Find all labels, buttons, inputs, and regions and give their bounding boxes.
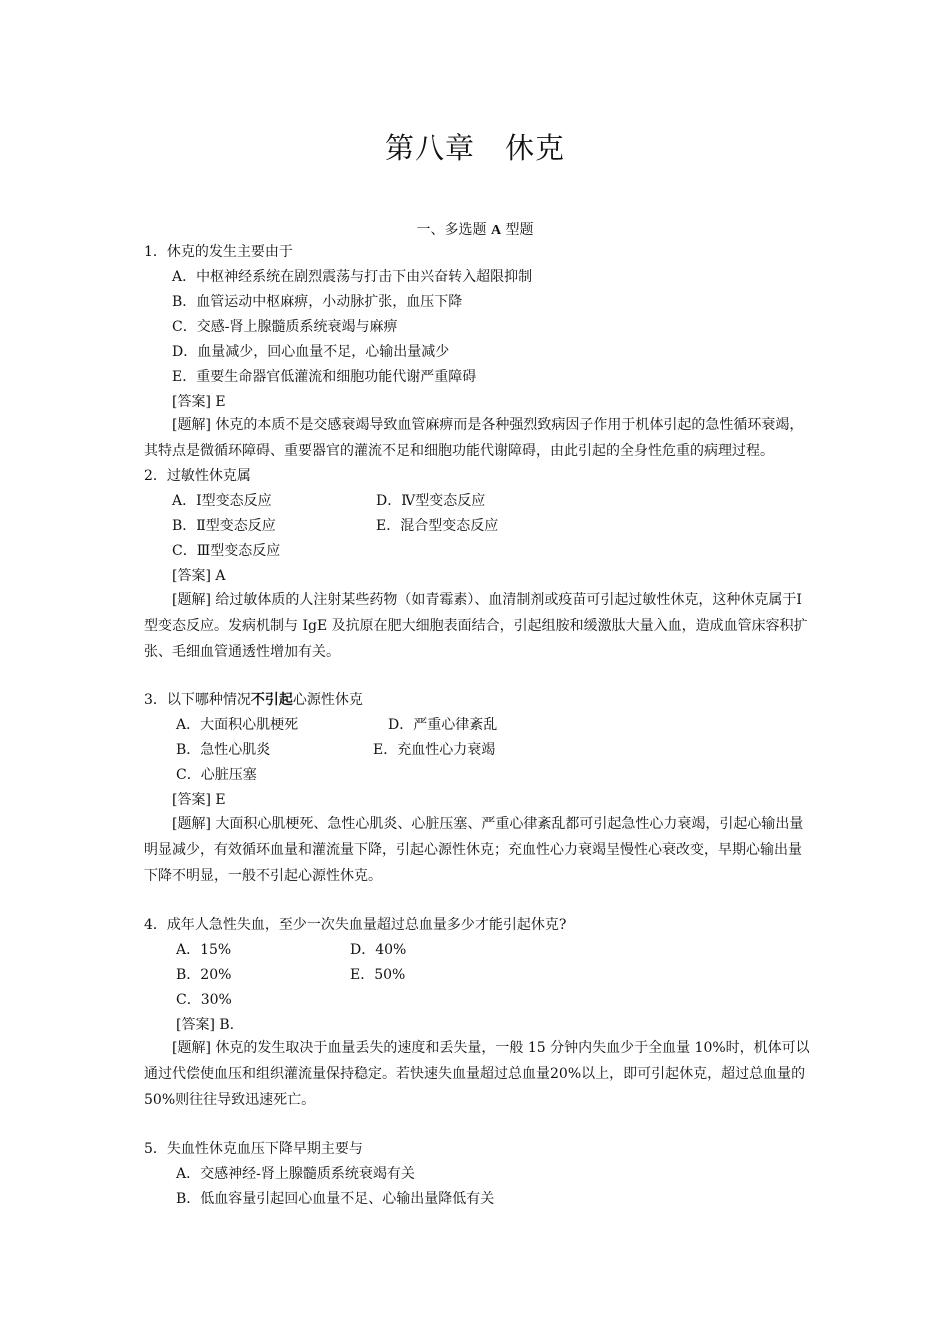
- question-5-stem: 5．失血性休克血压下降早期主要与: [144, 1141, 363, 1157]
- question-5-option-a: A．交感神经-肾上腺髓质系统衰竭有关: [176, 1166, 415, 1182]
- question-1-option-c: C．交感-肾上腺髓质系统衰竭与麻痹: [172, 319, 398, 335]
- section-title-bold: A: [490, 223, 502, 238]
- question-4-option-e: E．50%: [350, 967, 406, 983]
- question-3-option-b: B．急性心肌炎: [176, 742, 271, 758]
- question-4-answer: [答案] B.: [176, 1017, 235, 1033]
- chapter-title: 第八章 休克: [384, 131, 565, 165]
- question-2-option-b: B．Ⅱ型变态反应: [172, 518, 276, 534]
- question-3-stem-suffix: 心源性休克: [292, 692, 363, 708]
- question-1-option-d: D．血量减少，回心血量不足，心输出量减少: [172, 344, 450, 360]
- question-1-option-e: E．重要生命器官低灌流和细胞功能代谢严重障碍: [172, 369, 477, 385]
- question-3-stem: [144, 691, 363, 709]
- question-2-option-a: A．Ⅰ型变态反应: [172, 493, 272, 509]
- question-2-option-c: C．Ⅲ型变态反应: [172, 543, 281, 559]
- question-3-stem-prefix: 3．以下哪种情况: [144, 692, 251, 708]
- question-3-answer: [答案] E: [172, 792, 226, 808]
- question-2-option-e: E．混合型变态反应: [376, 518, 499, 534]
- question-1-stem: 1．休克的发生主要由于: [144, 244, 293, 260]
- question-5-option-b: B．低血容量引起回心血量不足、心输出量降低有关: [176, 1191, 495, 1207]
- question-1-answer: [答案] E: [172, 394, 226, 410]
- question-3-stem-emphasis: 不引起: [250, 692, 293, 708]
- question-2-explanation: [题解] 给过敏体质的人注射某些药物（如青霉素）、血清制剂或疫苗可引起过敏性休克，这种休克属于Ⅰ型变态反应。发病机制与 IgE 及抗原在肥大细胞表面结合，引起组胺和缓激肽大量入血，造成血管床容积扩张、毛细血管通透性增加有关。: [144, 592, 808, 660]
- question-4-option-d: D．40%: [350, 942, 407, 958]
- question-3-option-e: E．充血性心力衰竭: [373, 742, 496, 758]
- question-3-explanation: [题解] 大面积心肌梗死、急性心肌炎、心脏压塞、严重心律紊乱都可引起急性心力衰竭，引起心输出量明显减少，有效循环血量和灌流量下降，引起心源性休克；充血性心力衰竭呈慢性心衰改变，早期心输出量下降不明显，一般不引起心源性休克。: [144, 816, 804, 884]
- section-title-prefix: 一、多选题: [416, 222, 487, 238]
- question-1-option-b: B．血管运动中枢麻痹，小动脉扩张，血压下降: [172, 294, 463, 310]
- question-4-option-c: C．30%: [176, 992, 232, 1008]
- question-3-option-c: C．心脏压塞: [176, 767, 257, 783]
- question-3-option-d: D．严重心律紊乱: [388, 717, 498, 733]
- question-4-explanation: [题解] 休克的发生取决于血量丢失的速度和丢失量，一般 15 分钟内失血少于全血量 10%时，机体可以通过代偿使血压和组织灌流量保持稳定。若快速失血量超过总血量20%以上，即可引起休克，超过总血量的 50%则往往导致迅速死亡。: [144, 1040, 810, 1108]
- question-1-option-a: A．中枢神经系统在剧烈震荡与打击下由兴奋转入超限抑制: [172, 269, 533, 285]
- question-3-option-a: A．大面积心肌梗死: [176, 717, 299, 733]
- question-4-option-a: A．15%: [176, 942, 232, 958]
- section-title: [0, 219, 950, 239]
- question-2-answer: [答案] A: [172, 568, 226, 584]
- question-4-stem: 4．成年人急性失血，至少一次失血量超过总血量多少才能引起休克?: [144, 917, 567, 933]
- section-title-suffix: 型题: [505, 222, 534, 238]
- question-4-option-b: B．20%: [176, 967, 232, 983]
- question-1-explanation: [题解] 休克的本质不是交感衰竭导致血管麻痹而是各种强烈致病因子作用于机体引起的急性循环衰竭，其特点是微循环障碍、重要器官的灌流不足和细胞功能代谢障碍，由此引起的全身性危重的病理过程。: [144, 417, 804, 459]
- question-2-option-d: D．Ⅳ型变态反应: [376, 493, 486, 509]
- question-2-stem: 2．过敏性休克属: [144, 468, 251, 484]
